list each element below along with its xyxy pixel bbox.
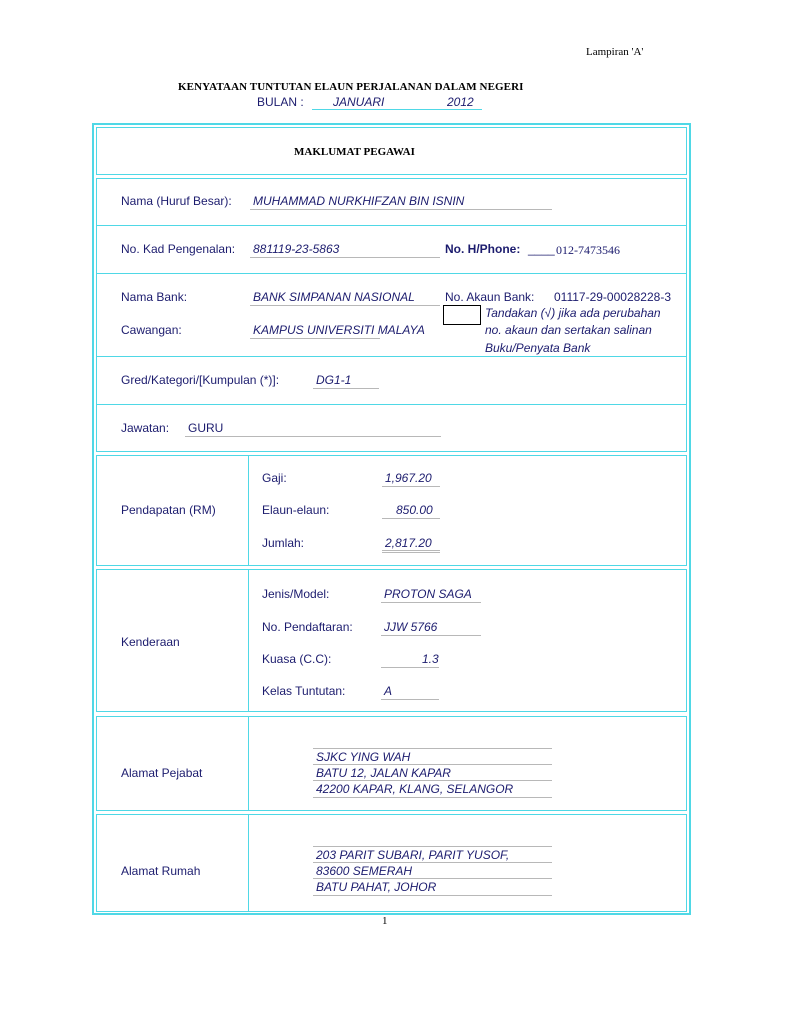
pendaftaran-label: No. Pendaftaran: [262,620,353,634]
bulan-underline [312,109,482,110]
alamat-rumah-line-1[interactable]: 203 PARIT SUBARI, PARIT YUSOF, [316,848,510,862]
lampiran-label: Lampiran 'A' [586,46,644,58]
jawatan-field[interactable]: GURU [188,421,224,435]
ic-label: No. Kad Pengenalan: [121,242,236,256]
jenis-field[interactable]: PROTON SAGA [384,587,472,601]
note-line-3: Buku/Penyata Bank [485,341,591,355]
gred-label: Gred/Kategori/[Kumpulan (*)]: [121,373,280,387]
gred-field[interactable]: DG1-1 [316,373,352,387]
jumlah-label: Jumlah: [262,536,305,550]
document-title: KENYATAAN TUNTUTAN ELAUN PERJALANAN DALAM NEGERI [178,81,524,93]
jenis-label: Jenis/Model: [262,587,330,601]
phone-blank: ____ [528,242,555,256]
alamat-pejabat-line-2[interactable]: BATU 12, JALAN KAPAR [316,766,451,780]
akaun-field[interactable]: 01117-29-00028228-3 [554,290,671,304]
kuasa-label: Kuasa (C.C): [262,652,332,666]
note-line-1: Tandakan (√) jika ada perubahan [485,306,661,320]
alamat-rumah-label: Alamat Rumah [121,864,201,878]
jawatan-label: Jawatan: [121,421,170,435]
cawangan-field[interactable]: KAMPUS UNIVERSITI MALAYA [253,323,425,337]
bank-field[interactable]: BANK SIMPANAN NASIONAL [253,290,415,304]
elaun-field[interactable]: 850.00 [396,503,433,517]
alamat-rumah-line-3[interactable]: BATU PAHAT, JOHOR [316,880,437,894]
akaun-label: No. Akaun Bank: [445,290,535,304]
phone-field[interactable]: 012-7473546 [556,243,620,257]
phone-label: No. H/Phone: [445,242,521,256]
bulan-label: BULAN : [257,95,304,109]
alamat-pejabat-label: Alamat Pejabat [121,766,203,780]
pendapatan-label: Pendapatan (RM) [121,503,216,517]
ic-field[interactable]: 881119-23-5863 [253,242,340,256]
bank-label: Nama Bank: [121,290,188,304]
year-value: 2012 [447,95,474,109]
nama-label: Nama (Huruf Besar): [121,194,232,208]
gaji-label: Gaji: [262,471,287,485]
section-title: MAKLUMAT PEGAWAI [294,146,415,158]
page-number: 1 [382,915,388,927]
kelas-field[interactable]: A [384,684,393,698]
pendaftaran-field[interactable]: JJW 5766 [384,620,438,634]
kelas-label: Kelas Tuntutan: [262,684,346,698]
jumlah-field[interactable]: 2,817.20 [385,536,432,550]
alamat-rumah-box [96,814,687,912]
change-checkbox[interactable] [443,305,481,325]
kuasa-field[interactable]: 1.3 [422,652,439,666]
kenderaan-label: Kenderaan [121,635,180,649]
alamat-pejabat-line-3[interactable]: 42200 KAPAR, KLANG, SELANGOR [316,782,514,796]
cawangan-label: Cawangan: [121,323,182,337]
note-line-2: no. akaun dan sertakan salinan [485,323,652,337]
bulan-value: JANUARI [333,95,385,109]
gaji-field[interactable]: 1,967.20 [385,471,432,485]
elaun-label: Elaun-elaun: [262,503,330,517]
alamat-pejabat-line-1[interactable]: SJKC YING WAH [316,750,411,764]
alamat-rumah-line-2[interactable]: 83600 SEMERAH [316,864,413,878]
nama-field[interactable]: MUHAMMAD NURKHIFZAN BIN ISNIN [253,194,465,208]
